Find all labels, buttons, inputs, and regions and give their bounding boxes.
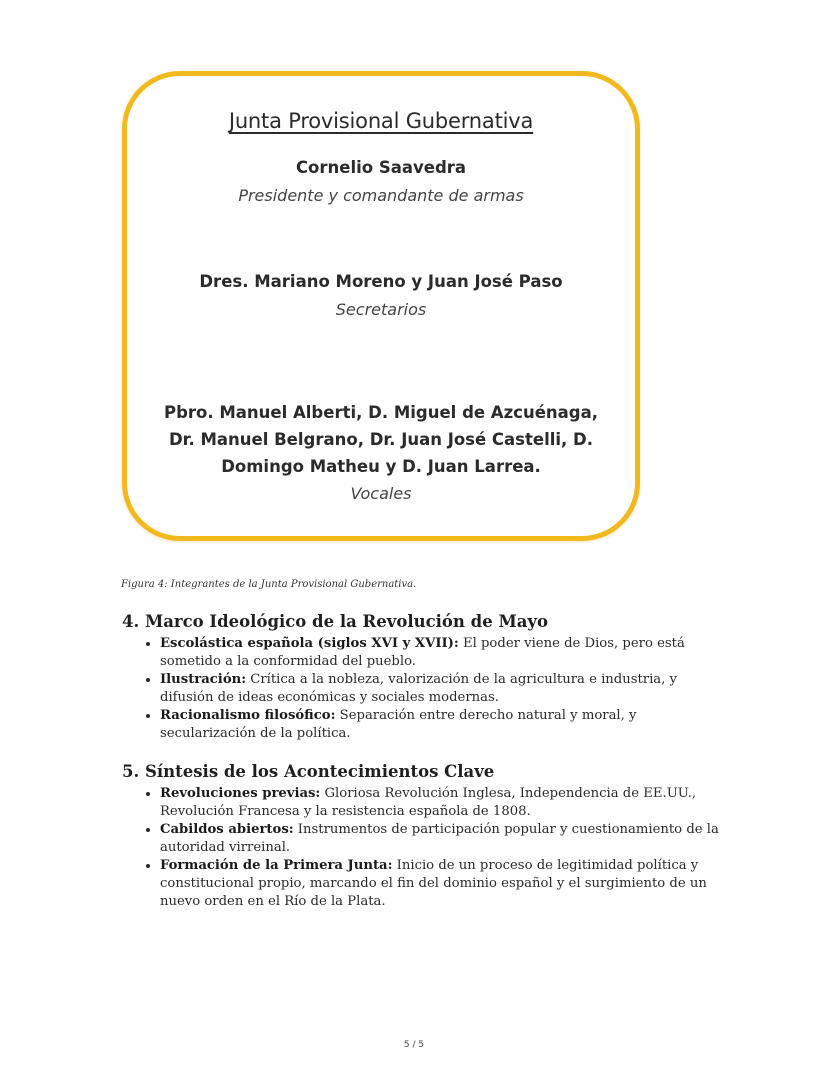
vocales-role: Vocales <box>350 484 412 503</box>
item-text: El poder viene de Dios, pero está sometido a la conformidad del pueblo. <box>160 636 685 669</box>
vocales-line: Pbro. Manuel Alberti, D. Miguel de Azcuénaga, <box>163 403 598 422</box>
vocales-line: Domingo Matheu y D. Juan Larrea. <box>221 457 541 476</box>
president-role: Presidente y comandante de armas <box>238 186 524 205</box>
figure-title: Junta Provisional Gubernativa <box>228 109 534 133</box>
vocales-line: Dr. Manuel Belgrano, Dr. Juan José Castelli, D. <box>168 430 594 449</box>
junta-figure <box>122 71 640 541</box>
item-text: Instrumentos de participación popular y cuestionamiento de la autoridad virreinal. <box>160 822 719 855</box>
item-text: Separación entre derecho natural y moral, y secularización de la política. <box>160 708 637 741</box>
section-marco-ideologico <box>122 612 722 743</box>
item-term: Cabildos abiertos: <box>160 822 294 837</box>
bullet-list <box>122 635 722 743</box>
figure-caption: Figura 4: Integrantes de la Junta Provisional Gubernativa. <box>121 579 417 590</box>
item-text: Inicio de un proceso de legitimidad política y constitucional propio, marcando el fin del dominio español y el surgimiento de un nuevo orden en el Río de la Plata. <box>160 858 707 909</box>
section-heading: 4. Marco Ideológico de la Revolución de Mayo <box>122 612 548 631</box>
list-item <box>160 671 722 707</box>
item-term: Racionalismo filosófico: <box>160 708 336 723</box>
vocales-names <box>147 399 615 480</box>
section-heading: 5. Síntesis de los Acontecimientos Clave <box>122 762 495 781</box>
item-term: Formación de la Primera Junta: <box>160 858 393 873</box>
page-number: 5 / 5 <box>403 1040 425 1050</box>
item-text: Gloriosa Revolución Inglesa, Independencia de EE.UU., Revolución Francesa y la resistencia española de 1808. <box>160 786 697 819</box>
item-term: Escolástica española (siglos XVI y XVII): <box>160 636 459 651</box>
list-item <box>160 821 722 857</box>
bullet-list <box>122 785 722 911</box>
item-text: Crítica a la nobleza, valorización de la agricultura e industria, y difusión de ideas económicas y sociales modernas. <box>160 672 677 705</box>
list-item <box>160 857 722 911</box>
president-name: Cornelio Saavedra <box>295 158 467 177</box>
secretaries-name: Dres. Mariano Moreno y Juan José Paso <box>199 272 563 291</box>
secretaries-role: Secretarios <box>335 300 427 319</box>
item-term: Revoluciones previas: <box>160 786 321 801</box>
list-item <box>160 785 722 821</box>
section-sintesis <box>122 762 722 911</box>
list-item <box>160 635 722 671</box>
item-term: Ilustración: <box>160 672 247 687</box>
list-item <box>160 707 722 743</box>
